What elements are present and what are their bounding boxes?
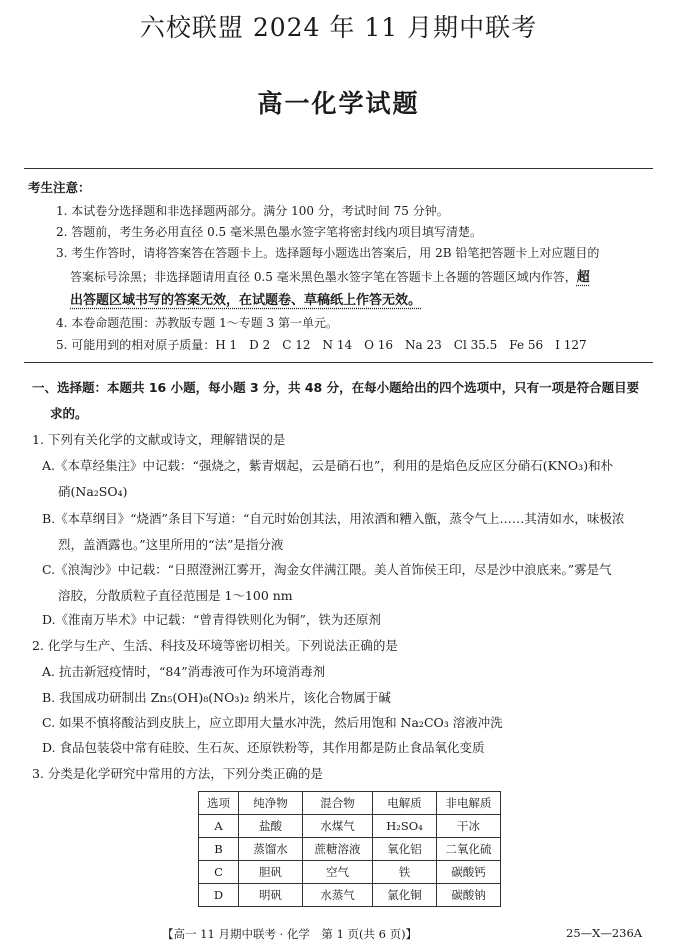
notice-heading: 考生注意： [28, 180, 91, 195]
q1-option-b-cont: 烈，盖酒露也。”这里所用的“法”是指分液 [58, 537, 284, 552]
table-row [199, 884, 501, 907]
table-cell: C [199, 861, 239, 884]
q1-option-a-cont: 硝(Na₂SO₄) [58, 484, 128, 499]
classification-table [198, 791, 501, 907]
q1-option-b: B.《本草纲目》“烧酒”条目下写道：“自元时始创其法，用浓酒和糟入甑，蒸令气上……其清如水，味极浓 [42, 511, 625, 526]
q2-option-c: C. 如果不慎将酸沾到皮肤上，应立即用大量水冲洗，然后用饱和 Na₂CO₃ 溶液冲洗 [42, 715, 503, 730]
section-1-heading-cont: 求的。 [50, 406, 88, 421]
notice-item-5: 5. 可能用到的相对原子质量：H 1 D 2 C 12 N 14 O 16 Na 23 Cl 35.5 Fe 56 I 127 [56, 338, 587, 352]
notice-item-3-emphasis-b: 出答题区域书写的答案无效，在试题卷、草稿纸上作答无效。 [70, 293, 422, 308]
table-header-row [199, 792, 501, 815]
subject-title: 高一化学试题 [257, 89, 420, 118]
table-cell: 盐酸 [239, 815, 303, 838]
table-cell: 蒸馏水 [239, 838, 303, 861]
table-cell: 胆矾 [239, 861, 303, 884]
notice-item-3-text: 答案标号涂黑；非选择题请用直径 0.5 毫米黑色墨水签字笔在答题卡上各题的答题区域内作答， [70, 270, 577, 284]
footer-page-info: 【高一 11 月期中联考 · 化学 第 1 页(共 6 页)】 [162, 927, 418, 941]
notice-item-2: 2. 答题前，考生务必用直径 0.5 毫米黑色墨水签字笔将密封线内项目填写清楚。 [56, 225, 482, 239]
table-cell: 水蒸气 [303, 884, 373, 907]
q1-option-a: A.《本草经集注》中记载：“强烧之，紫青烟起，云是硝石也”，利用的是焰色反应区分硝石(KNO₃)和朴 [42, 458, 614, 473]
q1-option-c: C.《浪淘沙》中记载：“日照澄洲江雾开，淘金女伴满江隈。美人首饰侯王印，尽是沙中浪底来。”雾是气 [42, 562, 612, 577]
table-header-cell: 非电解质 [437, 792, 501, 815]
table-cell: 蔗糖溶液 [303, 838, 373, 861]
table-cell: H₂SO₄ [373, 815, 437, 838]
notice-item-1: 1. 本试卷分选择题和非选择题两部分。满分 100 分，考试时间 75 分钟。 [56, 204, 449, 218]
table-cell: 二氧化硫 [437, 838, 501, 861]
table-cell: A [199, 815, 239, 838]
q1-stem: 1. 下列有关化学的文献或诗文，理解错误的是 [32, 432, 286, 447]
table-cell: 水煤气 [303, 815, 373, 838]
footer-code: 25—X—236A [566, 926, 643, 940]
table-header-cell: 纯净物 [239, 792, 303, 815]
table-row [199, 861, 501, 884]
table-cell: 干冰 [437, 815, 501, 838]
notice-item-4: 4. 本卷命题范围：苏教版专题 1～专题 3 第一单元。 [56, 316, 338, 330]
table-cell: B [199, 838, 239, 861]
q2-option-a: A. 抗击新冠疫情时，“84”消毒液可作为环境消毒剂 [42, 664, 326, 679]
notice-item-3-line2 [70, 266, 590, 285]
table-cell: 氯化铜 [373, 884, 437, 907]
exam-title: 六校联盟 2024 年 11 月期中联考 [139, 13, 538, 42]
q3-stem: 3. 分类是化学研究中常用的方法，下列分类正确的是 [32, 766, 323, 781]
table-cell: 空气 [303, 861, 373, 884]
notice-item-3-line1: 3. 考生作答时，请将答案答在答题卡上。选择题每小题选出答案后，用 2B 铅笔把答题卡上对应题目的 [56, 246, 600, 260]
table-row [199, 815, 501, 838]
q2-option-d: D. 食品包装袋中常有硅胶、生石灰、还原铁粉等，其作用都是防止食品氧化变质 [42, 740, 485, 755]
table-cell: 碳酸钠 [437, 884, 501, 907]
section-1-heading: 一、选择题：本题共 16 小题，每小题 3 分，共 48 分，在每小题给出的四个选项中，只有一项是符合题目要 [32, 380, 640, 395]
top-rule [24, 168, 653, 169]
q2-stem: 2. 化学与生产、生活、科技及环境等密切相关。下列说法正确的是 [32, 638, 398, 653]
notice-item-3-emphasis-a: 超 [576, 270, 590, 285]
table-cell: D [199, 884, 239, 907]
table-header-cell: 电解质 [373, 792, 437, 815]
table-row [199, 838, 501, 861]
table-cell: 铁 [373, 861, 437, 884]
q2-option-b: B. 我国成功研制出 Zn₅(OH)₈(NO₃)₂ 纳米片，该化合物属于碱 [42, 690, 391, 705]
notice-rule [24, 362, 653, 363]
table-cell: 明矾 [239, 884, 303, 907]
table-header-cell: 混合物 [303, 792, 373, 815]
table-cell: 氧化铝 [373, 838, 437, 861]
table-header-cell: 选项 [199, 792, 239, 815]
q1-option-d: D.《淮南万毕术》中记载：“曾青得铁则化为铜”，铁为还原剂 [42, 612, 381, 627]
q1-option-c-cont: 溶胶，分散质粒子直径范围是 1～100 nm [58, 588, 293, 603]
table-cell: 碳酸钙 [437, 861, 501, 884]
